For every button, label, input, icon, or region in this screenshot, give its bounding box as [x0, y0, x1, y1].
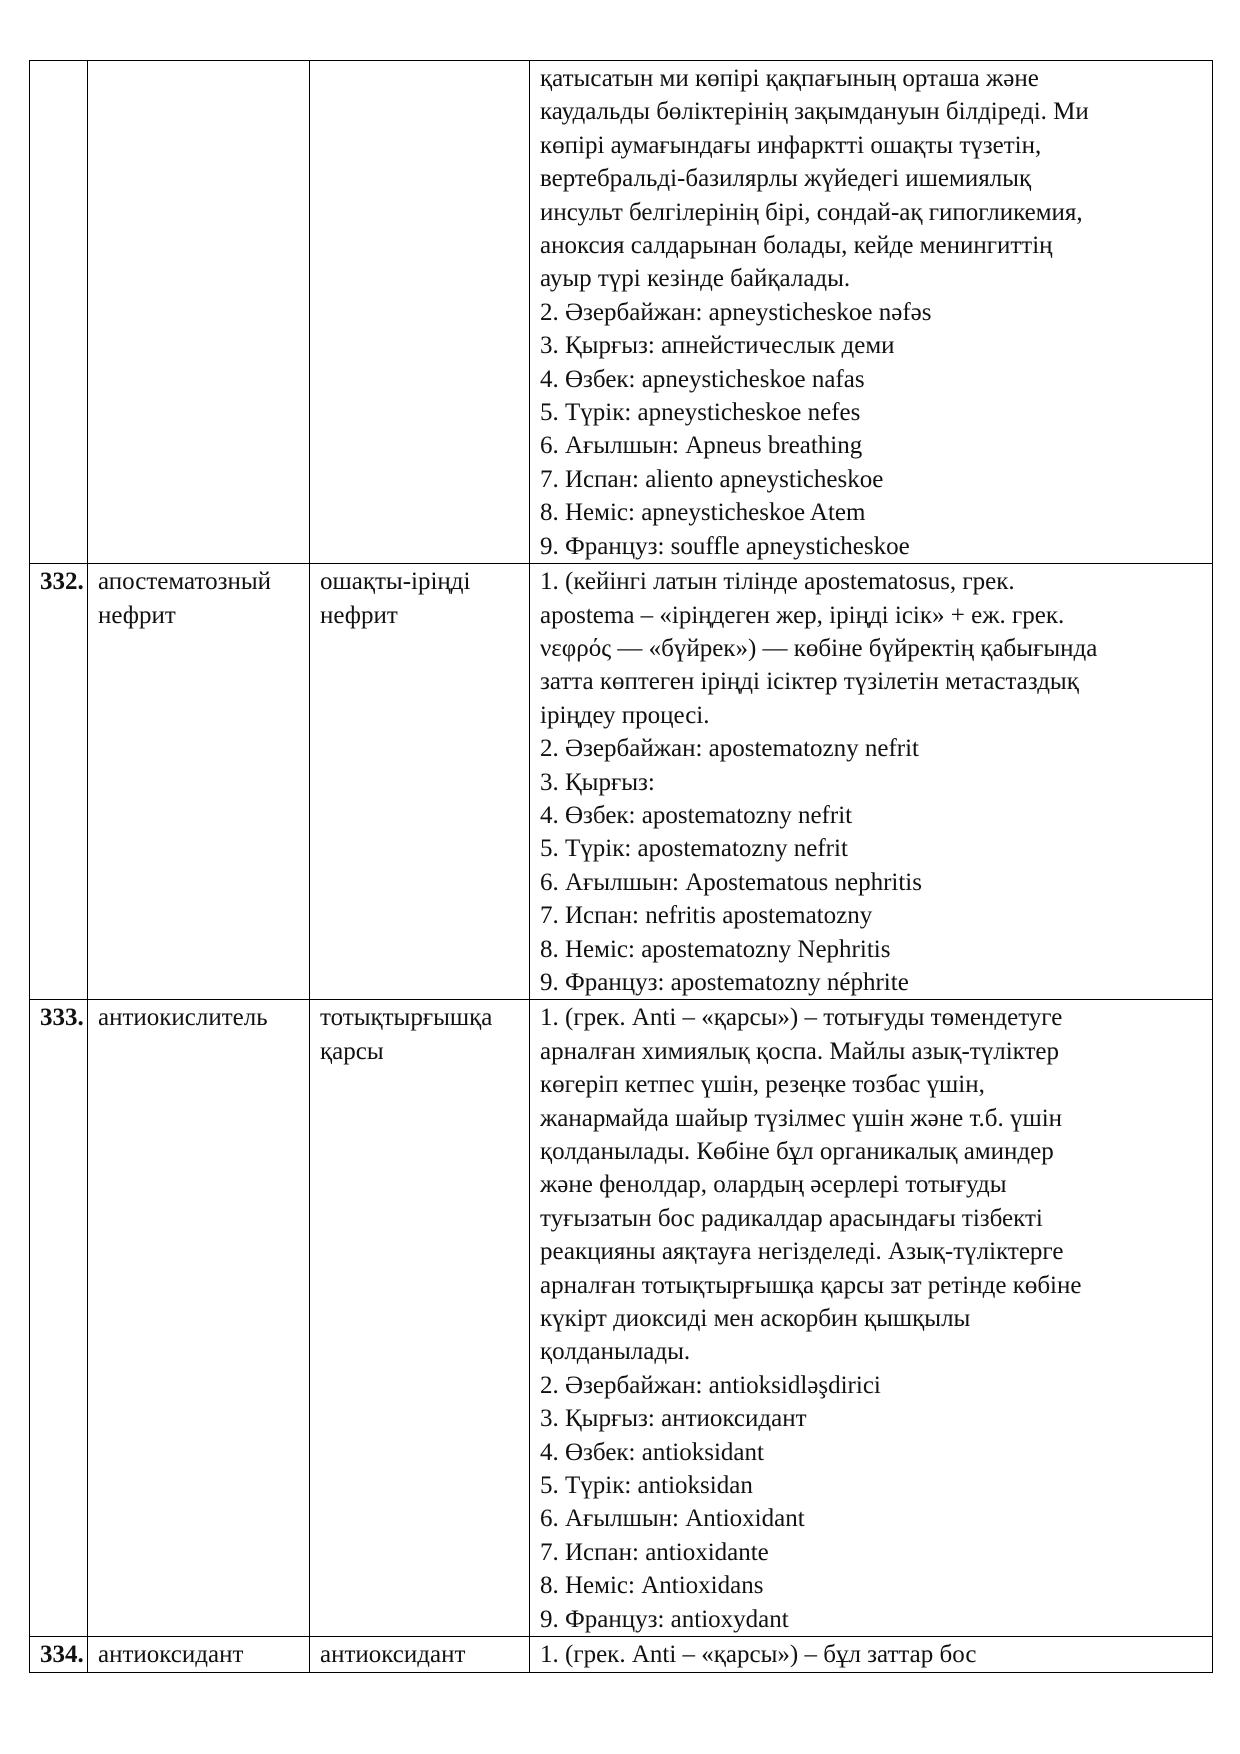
- term-kazakh: [310, 61, 530, 564]
- translation-line: 7. Испан: antioxidante: [540, 1538, 769, 1566]
- translation-line: 6. Ағылшын: Apneus breathing: [540, 432, 863, 460]
- translation-line: 3. Қырғыз: антиоксидант: [540, 1405, 807, 1433]
- entry-number: [30, 61, 88, 564]
- translation-line: 2. Әзербайжан: apostematozny nefrit: [540, 735, 920, 763]
- definition-line: 1. (грек. Anti – «қарсы») – тотығуды төмендетуге: [540, 1004, 1063, 1032]
- translation-line: 9. Француз: apostematozny néphrite: [540, 968, 909, 996]
- translation-line: 9. Француз: souffle apneysticheskoe: [540, 532, 910, 560]
- entry-number: 333.: [30, 1000, 88, 1637]
- translation-line: 5. Түрік: apostematozny nefrit: [540, 835, 848, 863]
- definition-cell: [530, 61, 1213, 564]
- translation-line: 2. Әзербайжан: apneysticheskoe nəfəs: [540, 298, 932, 326]
- definition-line: аноксия салдарынан болады, кейде менингиттің: [540, 232, 1053, 260]
- definition-line: қатысатын ми көпірі қақпағының орташа және: [540, 65, 1039, 92]
- translation-line: 3. Қырғыз:: [540, 768, 655, 796]
- translation-line: 4. Өзбек: apneysticheskoe nafas: [540, 365, 865, 393]
- definition-line: арналған химиялық қоспа. Майлы азық-түліктер: [540, 1037, 1059, 1065]
- translation-line: 6. Ағылшын: Antioxidant: [540, 1505, 805, 1533]
- translation-line: 7. Испан: aliento apneysticheskoe: [540, 465, 884, 493]
- definition-line: туғызатын бос радикалдар арасындағы тізбекті: [540, 1204, 1043, 1232]
- term-russian: [88, 61, 310, 564]
- term-russian: антиоксидант: [88, 1637, 310, 1672]
- translation-line: 6. Ағылшын: Apostematous nephritis: [540, 868, 922, 896]
- definition-line: νεφρός — «бүйрек») — көбіне бүйректің қабығында: [540, 634, 1098, 662]
- term-kazakh: ошақты-іріңді нефрит: [310, 564, 530, 1000]
- definition-line: қолданылады.: [540, 1338, 691, 1366]
- definition-line: көгеріп кетпес үшін, резеңке тозбас үшін,: [540, 1071, 985, 1099]
- entry-number: 334.: [30, 1637, 88, 1672]
- term-russian: антиокислитель: [88, 1000, 310, 1637]
- definition-line: және фенолдар, олардың әсерлері тотығуды: [540, 1171, 1007, 1199]
- translation-line: 9. Француз: antioxydant: [540, 1605, 789, 1633]
- definition-line: күкірт диоксиді мен аскорбин қышқылы: [540, 1305, 971, 1333]
- translation-line: 5. Түрік: antioksidan: [540, 1472, 753, 1500]
- translation-line: 5. Түрік: apneysticheskoe nefes: [540, 399, 861, 427]
- definition-line: 1. (грек. Anti – «қарсы») – бұл заттар бос: [540, 1641, 977, 1669]
- definition-cell: [530, 1637, 1213, 1672]
- glossary-rows: [30, 61, 1213, 1673]
- term-kazakh: тотықтырғышқа қарсы: [310, 1000, 530, 1637]
- entry-number: 332.: [30, 564, 88, 1000]
- definition-line: каудальды бөліктерінің зақымдануын білдіреді. Ми: [540, 98, 1089, 126]
- definition-line: қолданылады. Көбіне бұл органикалық аминдер: [540, 1138, 1054, 1165]
- translation-line: 2. Әзербайжан: antioksidləşdirici: [540, 1371, 881, 1399]
- term-kazakh: антиоксидант: [310, 1637, 530, 1672]
- definition-line: инсульт белгілерінің бірі, сондай-ақ гипогликемия,: [540, 198, 1083, 226]
- definition-line: арналған тотықтырғышқа қарсы зат ретінде көбіне: [540, 1271, 1082, 1299]
- definition-line: көпірі аумағындағы инфарктті ошақты түзетін,: [540, 131, 1042, 159]
- translation-line: 7. Испан: nefritis apostematozny: [540, 902, 873, 930]
- glossary-table: [29, 60, 1213, 1673]
- definition-line: іріңдеу процесі.: [540, 701, 710, 729]
- definition-line: жанармайда шайыр түзілмес үшін және т.б. үшін: [540, 1104, 1063, 1132]
- definition-line: apostema – «іріңдеген жер, іріңді ісік» + еж. грек.: [540, 601, 1065, 629]
- definition-cell: [530, 564, 1213, 1000]
- table-row: [30, 1000, 1213, 1637]
- translation-line: 3. Қырғыз: апнейстичеслык деми: [540, 332, 895, 360]
- translation-line: 8. Неміс: apostematozny Nephritis: [540, 935, 891, 963]
- translation-line: 4. Өзбек: antioksidant: [540, 1438, 764, 1466]
- translation-line: 4. Өзбек: apostematozny nefrit: [540, 801, 853, 829]
- definition-line: реакцияны аяқтауға негізделеді. Азық-түліктерге: [540, 1238, 1064, 1266]
- translation-line: 8. Неміс: Antioxidans: [540, 1572, 764, 1600]
- definition-line: 1. (кейінгі латын тілінде apostematosus, грек.: [540, 568, 1015, 596]
- table-row: [30, 564, 1213, 1000]
- table-row: [30, 61, 1213, 564]
- definition-line: ауыр түрі кезінде байқалады.: [540, 265, 851, 293]
- translation-line: 8. Неміс: apneysticheskoe Atem: [540, 499, 866, 527]
- table-row: [30, 1637, 1213, 1672]
- definition-line: вертебральді-базилярлы жүйедегі ишемиялық: [540, 165, 1032, 193]
- definition-cell: [530, 1000, 1213, 1637]
- term-russian: апостематозный нефрит: [88, 564, 310, 1000]
- definition-line: затта көптеген іріңді ісіктер түзілетін метастаздық: [540, 668, 1079, 696]
